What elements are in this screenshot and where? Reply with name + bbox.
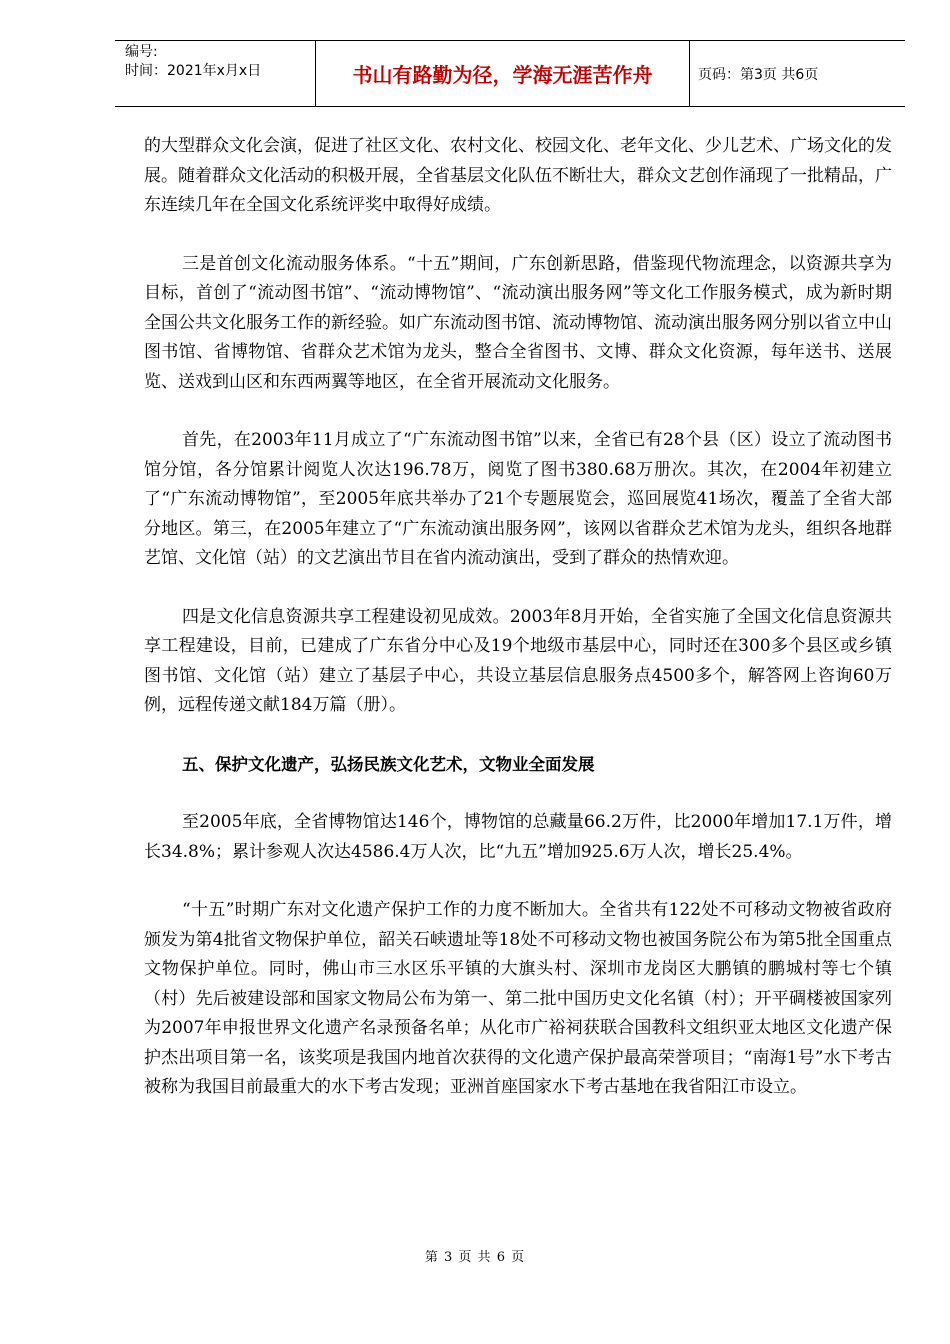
page-footer: 第 3 页 共 6 页 <box>424 1250 526 1265</box>
header-page-info: 页码：第3页 共6页 <box>698 66 819 83</box>
body-paragraph-continued: 的大型群众文化会演，促进了社区文化、农村文化、校园文化、老年文化、少儿艺术、广场文化的发展。随着群众文化活动的积极开展，全省基层文化队伍不断壮大，群众文艺创作涌现了一批精品，广东连续几年在全国文化系统评奖中取得好成绩。 <box>144 136 892 215</box>
body-paragraph: 三是首创文化流动服务体系。“十五”期间，广东创新思路，借鉴现代物流理念，以资源共享为目标，首创了“流动图书馆”、“流动博物馆”、“流动演出服务网”等文化工作服务模式，成为新时期全国公共文化服务工作的新经验。如广东流动图书馆、流动博物馆、流动演出服务网分别以省立中山图书馆、省博物馆、省群众艺术馆为龙头，整合全省图书、文博、群众文化资源，每年送书、送展览、送戏到山区和东西两翼等地区，在全省开展流动文化服务。 <box>144 253 892 392</box>
body-paragraph: 至2005年底，全省博物馆达146个，博物馆的总藏量66.2万件，比2000年增加17.1万件，增长34.8%；累计参观人次达4586.4万人次，比“九五”增加925.6万人次，增长25.4%。 <box>144 812 892 862</box>
body-paragraph: 四是文化信息资源共享工程建设初见成效。2003年8月开始，全省实施了全国文化信息资源共享工程建设，目前，已建成了广东省分中心及19个地级市基层中心，同时还在300多个县区或乡镇图书馆、文化馆（站）建立了基层子中心，共设立基层信息服务点4500多个，解答网上咨询60万例，远程传递文献184万篇（册）。 <box>144 606 892 715</box>
document-time-label: 时间：2021年x月x日 <box>125 63 262 79</box>
body-paragraph: “十五”时期广东对文化遗产保护工作的力度不断加大。全省共有122处不可移动文物被省政府颁发为第4批省文物保护单位，韶关石峡遗址等18处不可移动文物也被国务院公布为第5批全国重点文物保护单位。同时，佛山市三水区乐平镇的大旗头村、深圳市龙岗区大鹏镇的鹏城村等七个镇（村）先后被建设部和国家文物局公布为第一、第二批中国历史文化名镇（村）；开平碉楼被国家列为2007年申报世界文化遗产名录预备名单；从化市广裕祠获联合国教科文组织亚太地区文化遗产保护杰出项目第一名，该奖项是我国内地首次获得的文化遗产保护最高荣誉项目；“南海1号”水下考古被称为我国目前最重大的水下考古发现；亚洲首座国家水下考古基地在我省阳江市设立。 <box>144 900 892 1097</box>
page-header <box>115 40 905 107</box>
document-number-label: 编号: <box>125 44 158 60</box>
document-body <box>144 132 892 1132</box>
header-motto: 书山有路勤为径，学海无涯苦作舟 <box>316 41 690 106</box>
section-heading: 五、保护文化遗产，弘扬民族文化艺术，文物业全面发展 <box>182 754 595 774</box>
header-meta-cell <box>115 41 316 106</box>
body-paragraph: 首先，在2003年11月成立了“广东流动图书馆”以来，全省已有28个县（区）设立了流动图书馆分馆，各分馆累计阅览人次达196.78万，阅览了图书380.68万册次。其次，在2004年初建立了“广东流动博物馆”，至2005年底共举办了21个专题展览会，巡回展览41场次，覆盖了全省大部分地区。第三，在2005年建立了“广东流动演出服务网”，该网以省群众艺术馆为龙头，组织各地群艺馆、文化馆（站）的文艺演出节目在省内流动演出，受到了群众的热情欢迎。 <box>144 430 892 568</box>
